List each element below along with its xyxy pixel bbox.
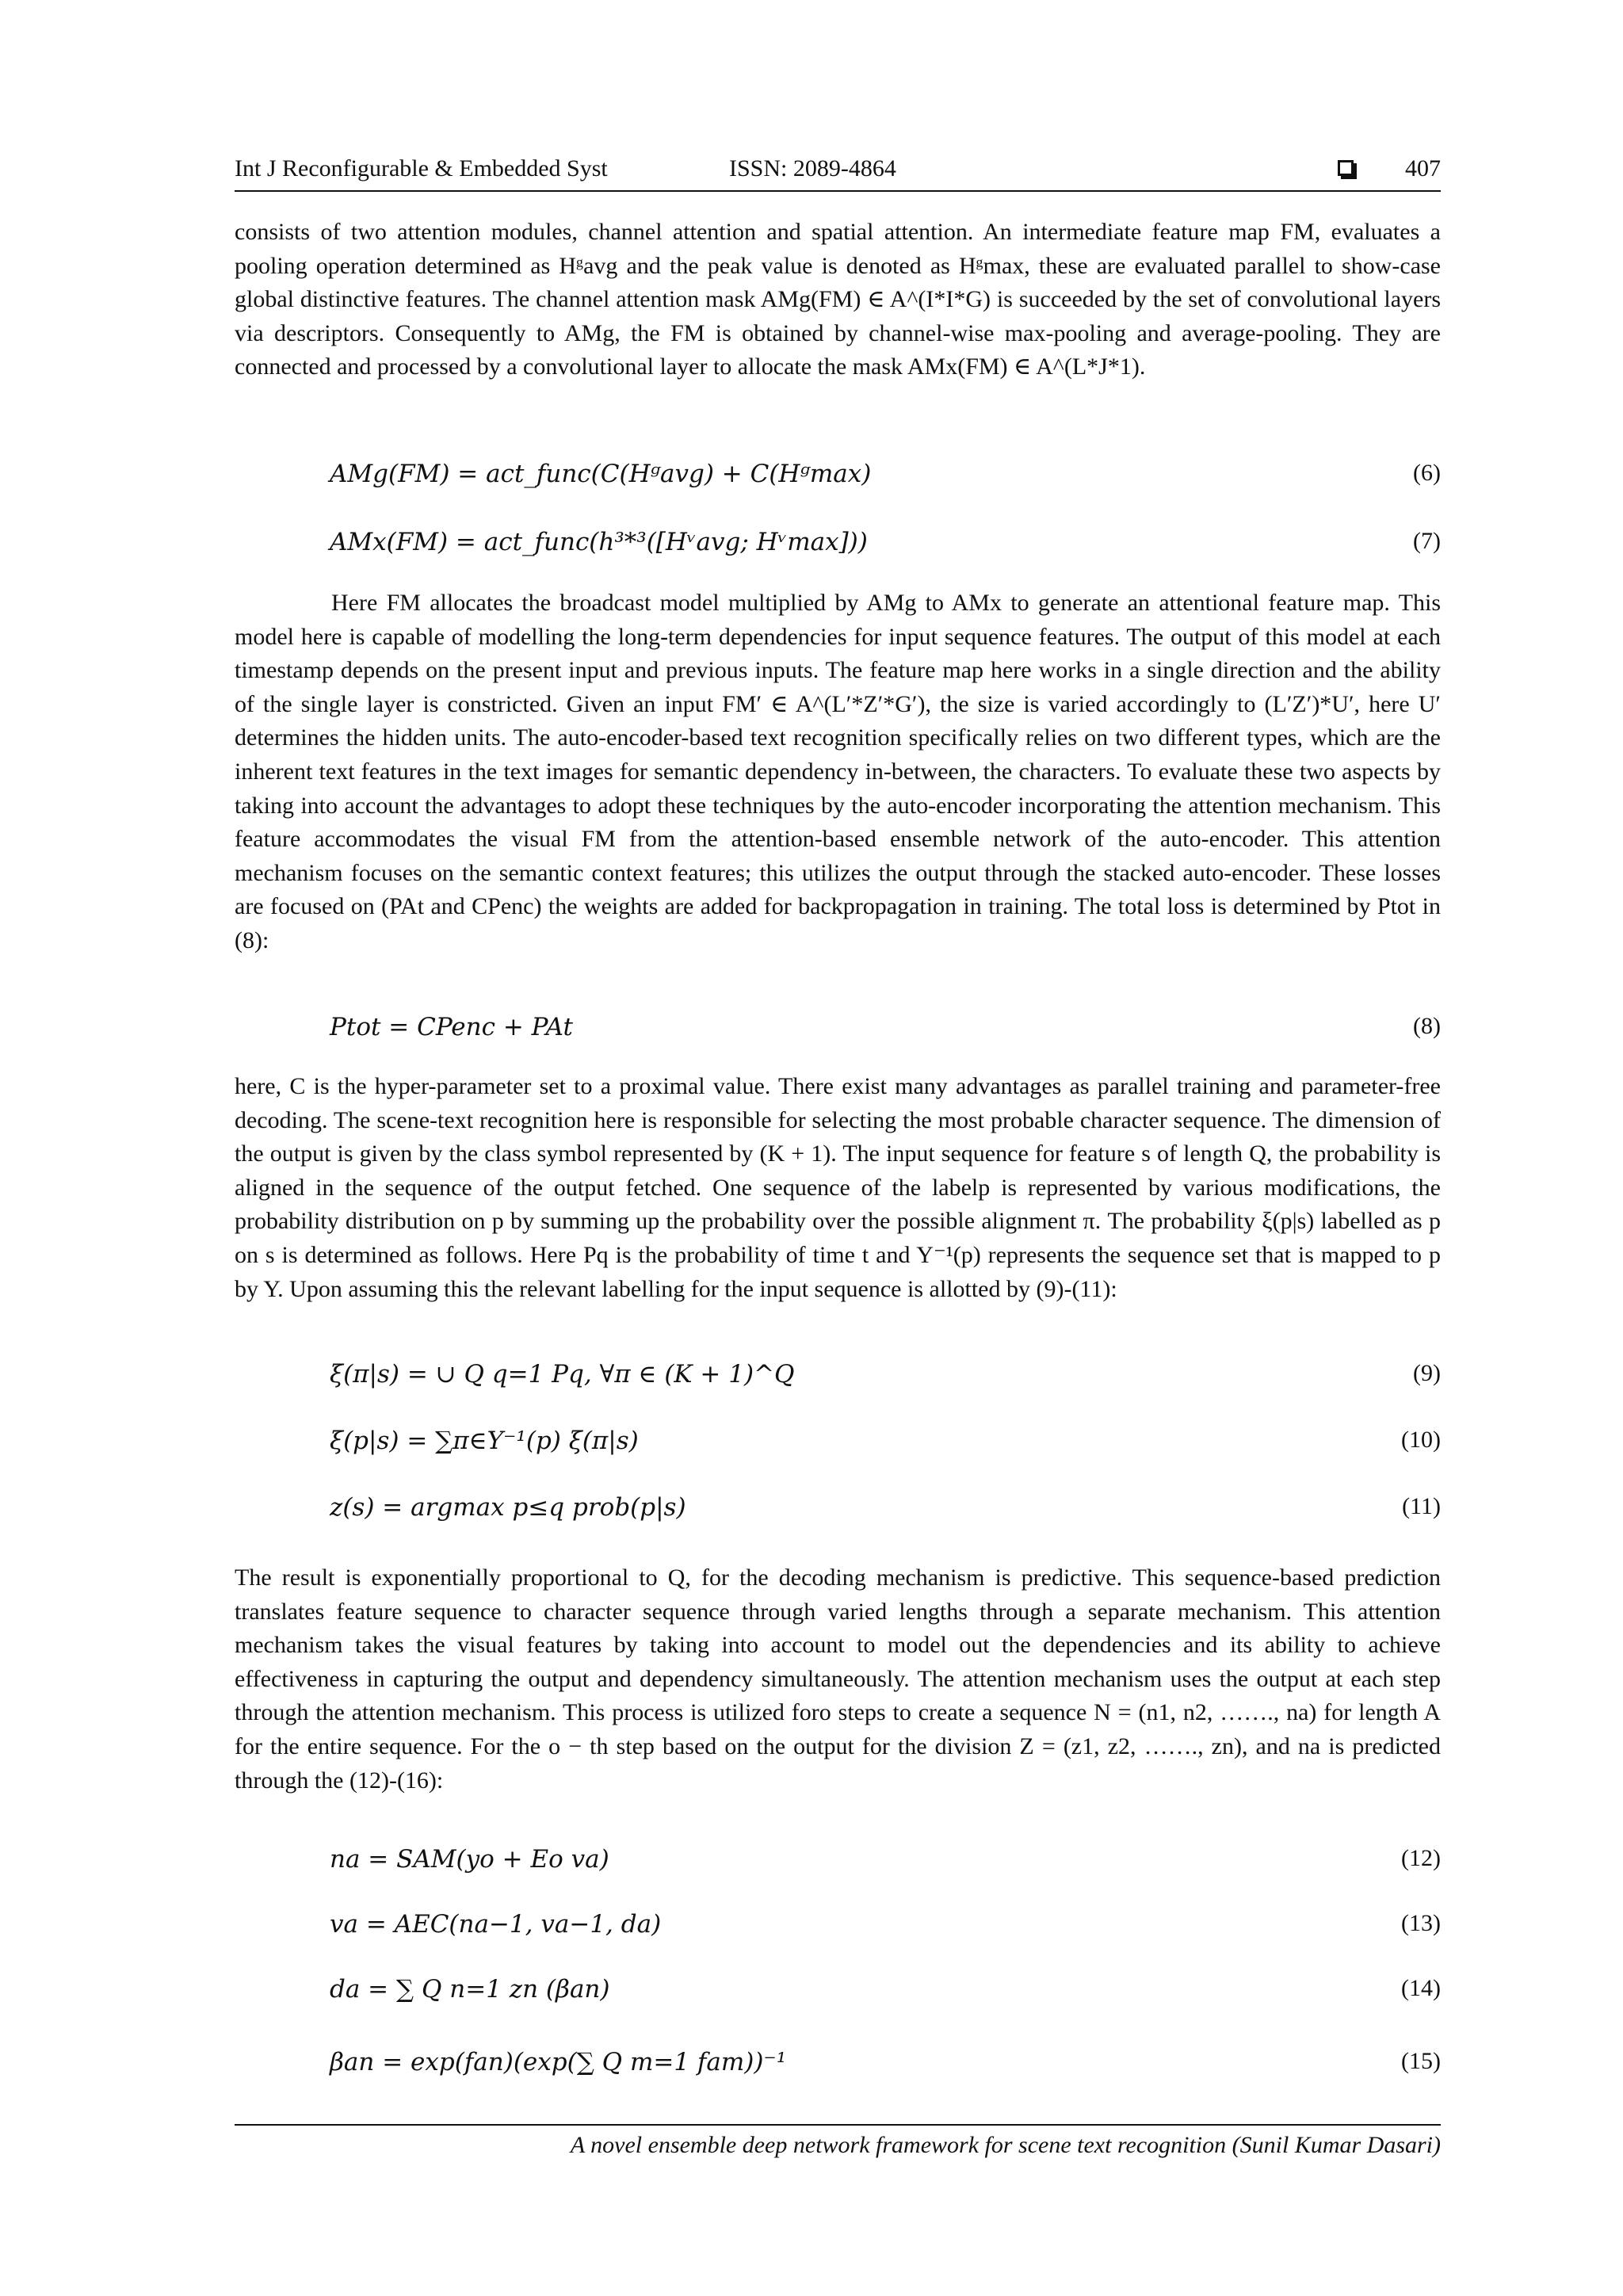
journal-name: Int J Reconfigurable & Embedded Syst [235,155,608,181]
equation-11 [330,1493,1441,1525]
equation-9-number: (9) [1413,1360,1441,1386]
equation-11-expression: z(s) = argmax p≤q prob(p|s) [330,1493,686,1522]
paragraph-3: here, C is the hyper-parameter set to a proximal value. There exist many advantages as parallel training and parameter-free decoding. The scene-text recognition here is responsible for selecting the most probable character sequence. The dimension of the output is given by the class symbol represented by (K + 1). The input sequence for feature s of length Q, the probability is aligned in the sequence of the output fetched. One sequence of the labelp is represented by various modifications, the probability distribution on p by summing up the probability over the possible alignment π. The probability ξ(p|s) labelled as p on s is determined as follows. Here Pq is the probability of time t and Y⁻¹(p) represents the sequence set that is mapped to p by Y. Upon assuming this the relevant labelling for the input sequence is allotted by (9)-(11): [235,1073,1441,1302]
equation-14-expression: da = ∑ Q n=1 zn (βan) [330,1975,610,2004]
equation-7-number: (7) [1413,528,1441,554]
equation-8-expression: Ptot = CPenc + PAt [330,1013,573,1041]
equation-10-expression: ξ(p|s) = ∑π∈Y⁻¹(p) ξ(π|s) [330,1427,639,1455]
footer-rule [235,2124,1441,2126]
equation-13-expression: va = AEC(na−1, va−1, da) [330,1910,662,1939]
paragraph-2: Here FM allocates the broadcast model multiplied by AMg to AMx to generate an attentional feature map. This model here is capable of modelling the long-term dependencies for input sequence features. The output of this model at each timestamp depends on the present input and previous inputs. The feature map here works in a single direction and the ability of the single layer is constricted. Given an input FM′ ∈ A^(L′*Z′*G′), the size is varied accordingly to (L′Z′)*U′, here U′ determines the hidden units. The auto-encoder-based text recognition specifically relies on two different types, which are the inherent text features in the text images for semantic dependency in-between, the characters. To evaluate these two aspects by taking into account the advantages to adopt these techniques by the auto-encoder incorporating the attention mechanism. This feature accommodates the visual FM from the attention-based ensemble network of the auto-encoder. This attention mechanism focuses on the semantic context features; this utilizes the output through the stacked auto-encoder. These losses are focused on (PAt and CPenc) the weights are added for backpropagation in training. The total loss is determined by Ptot in (8): [235,590,1441,953]
equation-12 [330,1845,1441,1877]
paragraph-1: consists of two attention modules, channel attention and spatial attention. An intermediate feature map FM, evaluates a pooling operation determined as Hᵍavg and the peak value is denoted as Hᵍmax, these are evaluated parallel to show-case global distinctive features. The channel attention mask AMg(FM) ∈ A^(I*I*G) is succeeded by the set of convolutional layers via descriptors. Consequently to AMg, the FM is obtained by channel-wise max-pooling and average-pooling. They are connected and processed by a convolutional layer to allocate the mask AMx(FM) ∈ A^(L*J*1). [235,219,1441,380]
equation-15-expression: βan = exp(fan)(exp(∑ Q m=1 fam))⁻¹ [330,2048,787,2076]
page-header [235,155,1441,192]
box-bullet-icon [1338,160,1354,176]
issn-label: ISSN: 2089-4864 [729,155,896,181]
equation-8-number: (8) [1413,1013,1441,1039]
equation-11-number: (11) [1402,1493,1441,1519]
equation-10 [330,1427,1441,1458]
paragraph-4: The result is exponentially proportional to Q, for the decoding mechanism is predictive. This sequence-based prediction translates feature sequence to character sequence through varied lengths through a separate mechanism. This attention mechanism takes the visual features by taking into account to model out the dependencies and its ability to achieve effectiveness in capturing the output and dependency simultaneously. The attention mechanism uses the output at each step through the attention mechanism. This process is utilized foro steps to create a sequence N = (n1, n2, ……., na) for length A for the entire sequence. For the o − th step based on the output for the division Z = (z1, z2, ……., zn), and na is predicted through the (12)-(16): [235,1564,1441,1794]
equation-15 [330,2048,1441,2080]
equation-6-expression: AMg(FM) = act_func(C(Hᵍavg) + C(Hᵍmax) [330,460,872,488]
equation-12-number: (12) [1401,1845,1441,1871]
equation-6-number: (6) [1413,460,1441,486]
equation-13-number: (13) [1401,1910,1441,1936]
equation-10-number: (10) [1401,1427,1441,1453]
page-number: 407 [1405,155,1441,181]
equation-7-expression: AMx(FM) = act_func(h³*³([Hᵛavg; Hᵛmax])) [330,528,868,556]
equation-9 [330,1360,1441,1392]
equation-14 [330,1975,1441,2007]
header-rule [235,190,1441,192]
equation-13 [330,1910,1441,1942]
equation-12-expression: na = SAM(yo + Eo va) [330,1845,609,1874]
equation-7 [330,528,1441,560]
equation-9-expression: ξ(π|s) = ∪ Q q=1 Pq, ∀π ∈ (K + 1)^Q [330,1360,795,1389]
equation-14-number: (14) [1401,1975,1441,2001]
equation-15-number: (15) [1401,2048,1441,2074]
equation-8 [330,1013,1441,1045]
page-footer: A novel ensemble deep network framework for scene text recognition (Sunil Kumar Dasari) [570,2132,1441,2158]
equation-6 [330,460,1441,491]
